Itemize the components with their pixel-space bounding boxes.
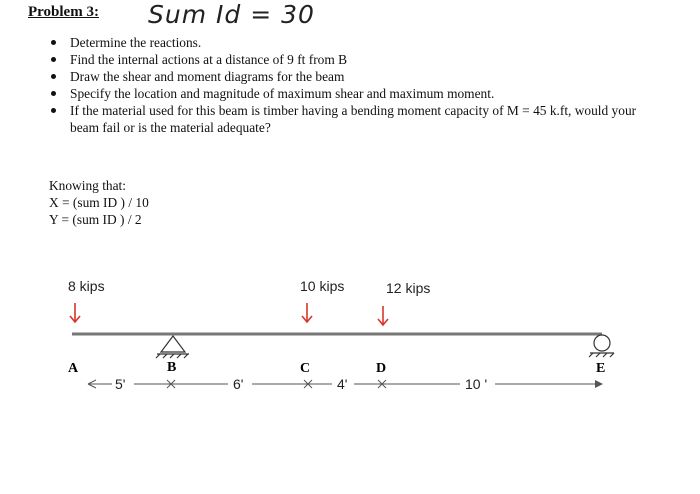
load-label-d: 12 kips [386, 280, 431, 296]
y-formula: Y = (sum ID ) / 2 [49, 212, 142, 227]
task-item: Determine the reactions. [48, 34, 668, 51]
span-label-ab: 5' [115, 376, 126, 392]
task-item: Find the internal actions at a distance of 9 ft from B [48, 51, 668, 68]
task-item: If the material used for this beam is timber having a bending moment capacity of M = 45 k.ft, would your beam fail or is the material adequate? [48, 102, 668, 136]
load-arrow-d [378, 306, 388, 325]
x-formula: X = (sum ID ) / 10 [49, 195, 149, 210]
point-label-b: B [167, 360, 177, 375]
point-label-e: E [596, 361, 606, 376]
point-label-c: C [300, 361, 311, 376]
given-heading: Knowing that: [49, 178, 126, 193]
roller-support-e [589, 335, 614, 357]
point-label-a: A [68, 361, 79, 376]
load-label-a: 8 kips [68, 278, 105, 294]
problem-title: Problem 3: [28, 4, 99, 20]
pin-support-b [156, 336, 189, 358]
handwritten-note: Sum Id = 30 [148, 0, 315, 29]
span-label-bc: 6' [233, 376, 244, 392]
task-item: Specify the location and magnitude of maximum shear and maximum moment. [48, 85, 668, 102]
load-arrow-a [70, 303, 80, 322]
span-label-de: 10 ' [465, 376, 488, 392]
load-arrow-c [302, 303, 312, 322]
task-item: Draw the shear and moment diagrams for the beam [48, 68, 668, 85]
span-label-cd: 4' [337, 376, 348, 392]
load-label-c: 10 kips [300, 278, 345, 294]
point-label-d: D [376, 361, 387, 376]
